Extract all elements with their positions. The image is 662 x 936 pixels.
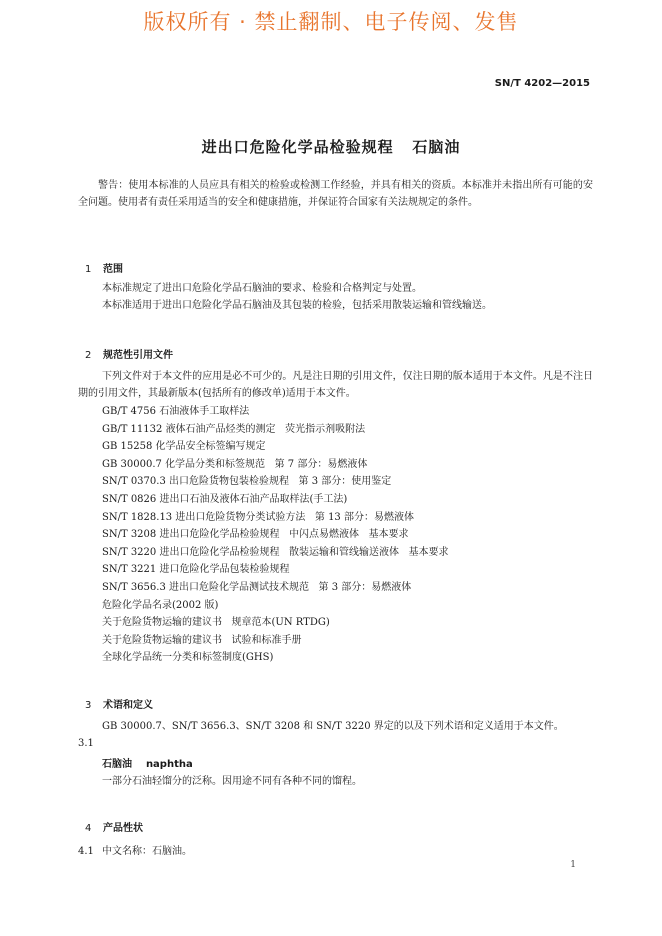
- section-title: 范围: [102, 264, 123, 275]
- section-number: 3: [84, 700, 92, 711]
- reference-title: 进出口危险化学品检验规程 散装运输和管线输送液体 基本要求: [159, 546, 449, 558]
- reference-title: 进出口石油及液体石油产品取样法(手工法): [159, 493, 348, 505]
- section-heading-product-properties: [78, 808, 143, 834]
- reference-code: SN/T 1828.13: [102, 511, 173, 523]
- reference-code: SN/T 3208: [102, 529, 157, 541]
- reference-item: [102, 438, 449, 456]
- reference-title: 石油液体手工取样法: [159, 406, 250, 417]
- warning-paragraph: 警告：使用本标准的人员应具有相关的检验或检测工作经验，并具有相关的资质。本标准并未指出所有可能的安全问题。使用者有责任采用适当的安全和健康措施，并保证符合国家有关法规规定的条件。: [78, 180, 593, 208]
- standard-code: SN/T 4202—2015: [494, 78, 590, 89]
- reference-item: [102, 544, 449, 562]
- reference-code: GB/T 4756: [102, 406, 157, 417]
- reference-item: [102, 579, 449, 597]
- reference-code: GB 30000.7: [102, 458, 162, 470]
- scope-paragraph-2: 本标准适用于进出口危险化学品石脑油及其包装的检验，包括采用散装运输和管线输送。: [102, 300, 492, 311]
- reference-item: [102, 597, 449, 615]
- reference-title: 进出口危险货物分类试验方法 第 13 部分：易燃液体: [175, 511, 414, 523]
- reference-item: [102, 509, 449, 527]
- section-number: 1: [84, 264, 92, 275]
- copyright-watermark: 版权所有 · 禁止翻制、电子传阅、发售: [143, 10, 519, 34]
- clause-text: 中文名称：石脑油。: [102, 846, 192, 857]
- reference-code: SN/T 3656.3: [102, 581, 166, 593]
- section-number: 4: [84, 823, 92, 834]
- section-heading-normative-references: [78, 335, 173, 361]
- reference-title: 进出口危险化学品测试技术规范 第 3 部分：易燃液体: [169, 581, 412, 593]
- reference-item: [102, 421, 449, 439]
- section-title: 术语和定义: [102, 700, 153, 711]
- section-heading-scope: [78, 249, 123, 275]
- terms-intro-paragraph: GB 30000.7、SN/T 3656.3、SN/T 3208 和 SN/T 3220 界定的以及下列术语和定义适用于本文件。: [102, 721, 564, 732]
- reference-code: SN/T 0826: [102, 493, 157, 505]
- reference-code: SN/T 0370.3: [102, 476, 166, 488]
- reference-title: 出口危险货物包装检验规程 第 3 部分：使用鉴定: [169, 476, 392, 488]
- section-heading-terms: [78, 685, 153, 711]
- normative-intro-paragraph: 下列文件对于本文件的应用是必不可少的。凡是注日期的引用文件，仅注日期的版本适用于本文件。凡是不注日期的引用文件，其最新版本(包括所有的修改单)适用于本文件。: [78, 371, 593, 399]
- reference-code: GB 15258: [102, 441, 153, 453]
- reference-code: SN/T 3220: [102, 546, 157, 558]
- reference-item: [102, 456, 449, 474]
- reference-title: 进口危险化学品包装检验规程: [159, 564, 290, 576]
- reference-item: [102, 649, 449, 667]
- term-number: 3.1: [78, 738, 94, 749]
- reference-title: 化学品分类和标签规范 第 7 部分：易燃液体: [165, 458, 368, 470]
- reference-title: 化学品安全标签编写规定: [155, 441, 266, 453]
- reference-item: [102, 403, 449, 421]
- reference-item: [102, 614, 449, 632]
- reference-title: 全球化学品统一分类和标签制度(GHS): [102, 652, 274, 664]
- reference-item: [102, 632, 449, 650]
- reference-code: GB/T 11132: [102, 423, 163, 435]
- reference-title: 进出口危险化学品检验规程 中闪点易燃液体 基本要求: [159, 529, 409, 541]
- reference-item: [102, 526, 449, 544]
- reference-title: 关于危险货物运输的建议书 试验和标准手册: [102, 634, 302, 646]
- term-english: naphtha: [145, 759, 193, 770]
- reference-title: 关于危险货物运输的建议书 规章范本(UN RTDG): [102, 617, 330, 629]
- section-number: 2: [84, 350, 92, 361]
- reference-code: SN/T 3221: [102, 564, 157, 576]
- document-title: 进出口危险化学品检验规程 石脑油: [201, 138, 461, 156]
- term-name: [102, 755, 193, 770]
- reference-item: [102, 491, 449, 509]
- term-definition: 一部分石油轻馏分的泛称。因用途不同有各种不同的馏程。: [102, 776, 362, 787]
- reference-item: [102, 561, 449, 579]
- reference-title: 液体石油产品烃类的测定 荧光指示剂吸附法: [165, 423, 366, 435]
- clause-4-1: [78, 842, 192, 857]
- section-title: 规范性引用文件: [102, 350, 173, 361]
- scope-paragraph-1: 本标准规定了进出口危险化学品石脑油的要求、检验和合格判定与处置。: [102, 283, 422, 294]
- section-title: 产品性状: [102, 823, 143, 834]
- reference-title: 危险化学品名录(2002 版): [102, 599, 219, 611]
- reference-item: [102, 473, 449, 491]
- term-chinese: 石脑油: [102, 759, 132, 770]
- normative-reference-list: [102, 403, 449, 667]
- clause-number: 4.1: [78, 846, 94, 857]
- page-number: 1: [570, 860, 576, 870]
